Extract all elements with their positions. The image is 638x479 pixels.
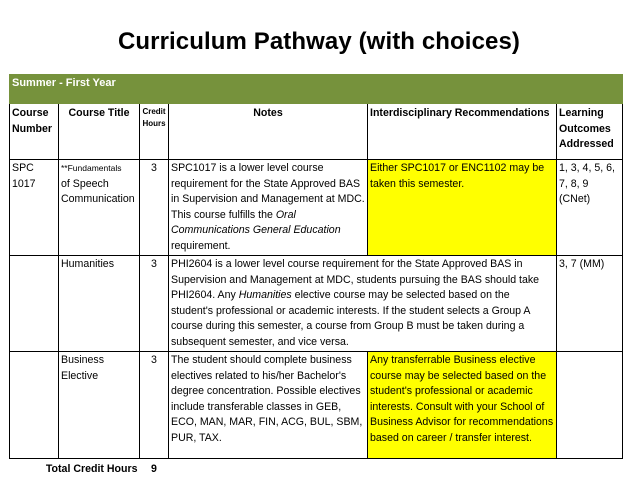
column-header-row (10, 104, 623, 160)
page-title: Curriculum Pathway (with choices) (117, 28, 521, 55)
course-number-cell (10, 256, 59, 352)
header-learning-outcomes: Learning Outcomes Addressed (557, 104, 623, 160)
notes-text: SPC1017 is a lower level course requirement for the State Approved BAS in Supervision and Management at MDC. This course fulfills the (171, 162, 365, 221)
course-title-prefix: **Fundamentals (61, 163, 122, 173)
total-row (10, 459, 623, 479)
section-title: Summer - First Year (10, 75, 623, 104)
recommendation-cell: Any transferrable Business elective course may be selected based on the student's professional or academic interests. Consult with your School of Business Advisor for recommendations based on career / transfer interest. (368, 352, 557, 459)
notes-italic: Oral Communications General Education (171, 208, 341, 236)
credit-hours-cell: 3 (140, 352, 169, 459)
notes-text-end: elective course may be selected based on the student's professional or academic interests. If the student selects a Group A course during this semester, a course from Group B must be taken during a subsequent semester, and vice versa. (171, 289, 530, 348)
notes-italic: Humanities (238, 289, 292, 301)
table-row (10, 352, 623, 459)
course-title-cell: Humanities (59, 256, 140, 352)
notes-cell: The student should complete business electives related to his/her Bachelor's degree concentration. Possible electives include transferable classes in GEB, ECO, MAN, MAR, FIN, ACG, BUL, SBM, PUR, TAX. (169, 352, 368, 459)
learning-outcomes-cell (557, 352, 623, 459)
notes-text: PHI2604 is a lower level course requirement for the State Approved BAS in Supervision and Management at MDC, students pursuing the BAS should take PHI2604. Any (171, 258, 540, 301)
table-row (10, 256, 623, 352)
notes-text-end: requirement. (171, 239, 231, 252)
header-course-title: Course Title (59, 104, 140, 160)
header-course-number: Course Number (10, 104, 59, 160)
section-header-row (10, 75, 623, 104)
notes-cell-wide (169, 256, 557, 352)
course-number-cell: SPC 1017 (10, 160, 59, 256)
curriculum-table-container (9, 74, 622, 479)
total-value: 9 (151, 463, 157, 475)
course-title-text: of Speech Communication (61, 177, 135, 205)
course-number-cell (10, 352, 59, 459)
learning-outcomes-cell: 1, 3, 4, 5, 6, 7, 8, 9 (CNet) (557, 160, 623, 256)
notes-cell (169, 160, 368, 256)
learning-outcomes-cell: 3, 7 (MM) (557, 256, 623, 352)
credit-hours-cell: 3 (140, 160, 169, 256)
table-row (10, 160, 623, 256)
total-label: Total Credit Hours (45, 463, 138, 475)
course-title-cell: Business Elective (59, 352, 140, 459)
header-credit-hours: Credit Hours (140, 104, 169, 160)
course-title-cell (59, 160, 140, 256)
curriculum-table (9, 74, 623, 479)
header-notes: Notes (169, 104, 368, 160)
recommendation-cell: Either SPC1017 or ENC1102 may be taken this semester. (368, 160, 557, 256)
header-interdisciplinary: Interdisciplinary Recommendations (368, 104, 557, 160)
total-spacer (169, 459, 623, 479)
credit-hours-cell: 3 (140, 256, 169, 352)
